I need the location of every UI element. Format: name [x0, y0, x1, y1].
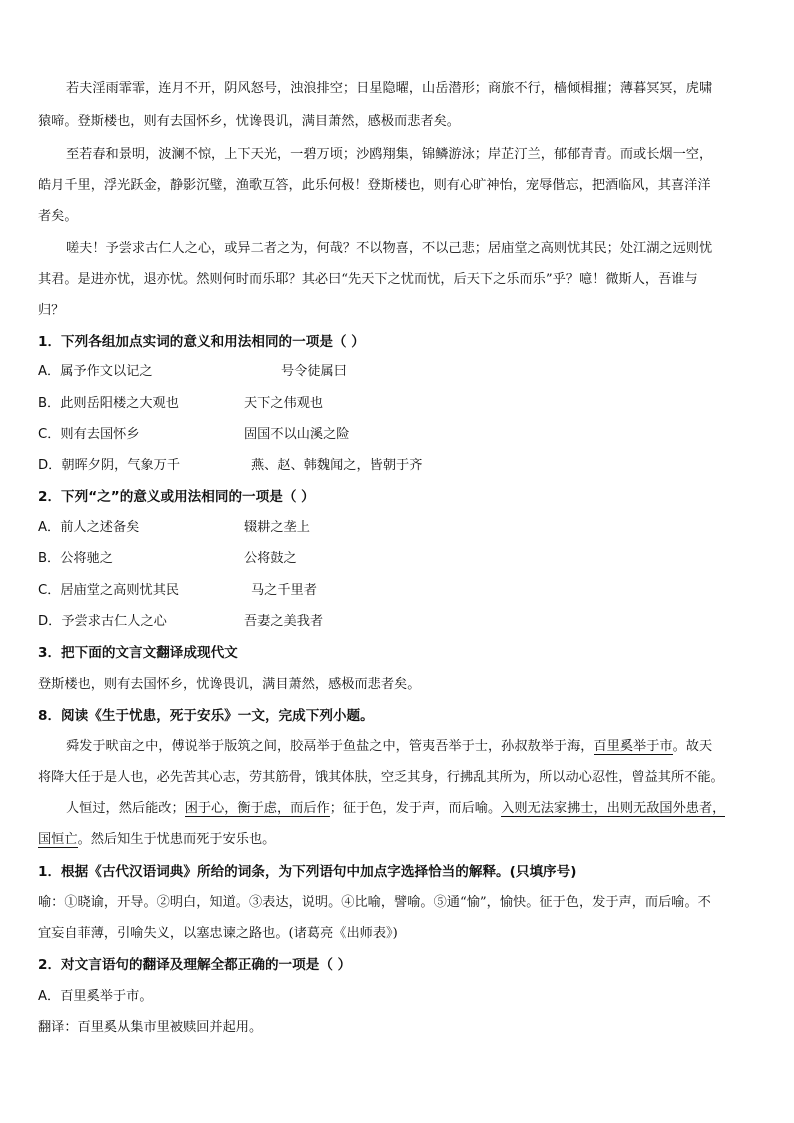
- q8-text: ；征于色，发于声，而后喻。: [329, 801, 502, 816]
- q2-option-a-right: 辍耕之垄上: [244, 520, 310, 535]
- sub-question-2-stem: 2．对文言语句的翻译及理解全都正确的一项是（ ）: [38, 957, 352, 973]
- q8-underlined-text: 入则无法家拂士，出则无敌国外患者，: [501, 801, 726, 816]
- passage-line: 若夫淫雨霏霏，连月不开，阴风怒号，浊浪排空；日星隐曜，山岳潜形；商旅不行，樯倾楫摧；薄暮冥冥，虎啸: [66, 81, 713, 96]
- q2-option-c-left: C．居庙堂之高则忧其民: [38, 583, 180, 598]
- q8-passage-line: [66, 799, 725, 819]
- q8-underlined-text: 百里奚举于市: [593, 739, 673, 754]
- q1-option-c-right: 固国不以山溪之险: [244, 427, 350, 442]
- q8-passage-line: [66, 737, 712, 757]
- q2-option-a-left: A．前人之述备矣: [38, 520, 140, 535]
- q1-option-a-left: A．属予作文以记之: [38, 364, 153, 379]
- question-2-stem: 2．下列“之”的意义或用法相同的一项是（ ）: [38, 489, 315, 505]
- passage-line: 归？: [38, 303, 65, 318]
- q8-underlined-text: 困于心，衡于虑，而后作: [184, 801, 330, 816]
- q8-text: 人恒过，然后能改；: [66, 801, 185, 816]
- sub-question-1-stem: 1．根据《古代汉语词典》所给的词条，为下列语句中加点字选择恰当的解释。(只填序号): [38, 864, 577, 880]
- q1-option-d-left: D．朝晖夕阴，气象万千: [38, 458, 181, 473]
- passage-line: 嗟夫！予尝求古仁人之心，或异二者之为，何哉？不以物喜，不以己悲；居庙堂之高则忧其民；处江湖之远则忧: [66, 241, 713, 256]
- q8-passage-line: [38, 830, 275, 850]
- q8-text: 。然后知生于忧患而死于安乐也。: [77, 832, 276, 847]
- question-1-stem: 1．下列各组加点实词的意义和用法相同的一项是（ ）: [38, 334, 365, 350]
- q8-text: 舜发于畎亩之中，傅说举于版筑之间，胶鬲举于鱼盐之中，管夷吾举于士，孙叔敖举于海，: [66, 739, 594, 754]
- dictionary-entry-line: 喻：①晓谕，开导。②明白，知道。③表达，说明。④比喻，譬喻。⑤通“愉”，愉快。征于色，发于声，而后喻。不: [38, 895, 711, 910]
- passage-line: 者矣。: [38, 209, 78, 224]
- sub2-option-a: A．百里奚举于市。: [38, 989, 153, 1004]
- q2-option-d-right: 吾妻之美我者: [244, 614, 324, 629]
- sub2-option-a-translation: 翻译：百里奚从集市里被赎回并起用。: [38, 1020, 263, 1035]
- q1-option-b-right: 天下之伟观也: [244, 396, 324, 411]
- q1-option-a-right: 号令徒属曰: [281, 364, 347, 379]
- q2-option-b-left: B．公将驰之: [38, 551, 113, 566]
- passage-line: 猿啼。登斯楼也，则有去国怀乡，忧谗畏讥，满目萧然，感极而悲者矣。: [38, 114, 460, 129]
- q1-option-b-left: B．此则岳阳楼之大观也: [38, 396, 179, 411]
- q8-underlined-text: 国恒亡: [38, 832, 78, 847]
- question-3-stem: 3．把下面的文言文翻译成现代文: [38, 645, 238, 661]
- passage-line: 皓月千里，浮光跃金，静影沉璧，渔歌互答，此乐何极！登斯楼也，则有心旷神怡，宠辱偕忘，把酒临风，其喜洋洋: [38, 178, 711, 193]
- dictionary-entry-line: 宜妄自菲薄，引喻失义，以塞忠谏之路也。(诸葛亮《出师表》): [38, 926, 398, 941]
- q1-option-c-left: C．则有去国怀乡: [38, 427, 140, 442]
- passage-line: 至若春和景明，波澜不惊，上下天光，一碧万顷；沙鸥翔集，锦鳞游泳；岸芷汀兰，郁郁青青。而或长烟一空，: [66, 147, 713, 162]
- q2-option-d-left: D．予尝求古仁人之心: [38, 614, 167, 629]
- q2-option-b-right: 公将鼓之: [244, 551, 297, 566]
- q8-text: 。故天: [672, 739, 713, 754]
- q8-passage-line: 将降大任于是人也，必先苦其心志，劳其筋骨，饿其体肤，空乏其身，行拂乱其所为，所以动心忍性，曾益其所不能。: [38, 770, 724, 785]
- passage-line: 其君。是进亦忧，退亦忧。然则何时而乐耶？其必曰“先天下之忧而忧，后天下之乐而乐”乎？噫！微斯人，吾谁与: [38, 272, 698, 287]
- q2-option-c-right: 马之千里者: [251, 583, 317, 598]
- question-3-text: 登斯楼也，则有去国怀乡，忧谗畏讥，满目萧然，感极而悲者矣。: [38, 677, 421, 692]
- q1-option-d-right: 燕、赵、韩魏闻之，皆朝于齐: [251, 458, 423, 473]
- question-8-stem: 8．阅读《生于忧患，死于安乐》一文，完成下列小题。: [38, 708, 374, 724]
